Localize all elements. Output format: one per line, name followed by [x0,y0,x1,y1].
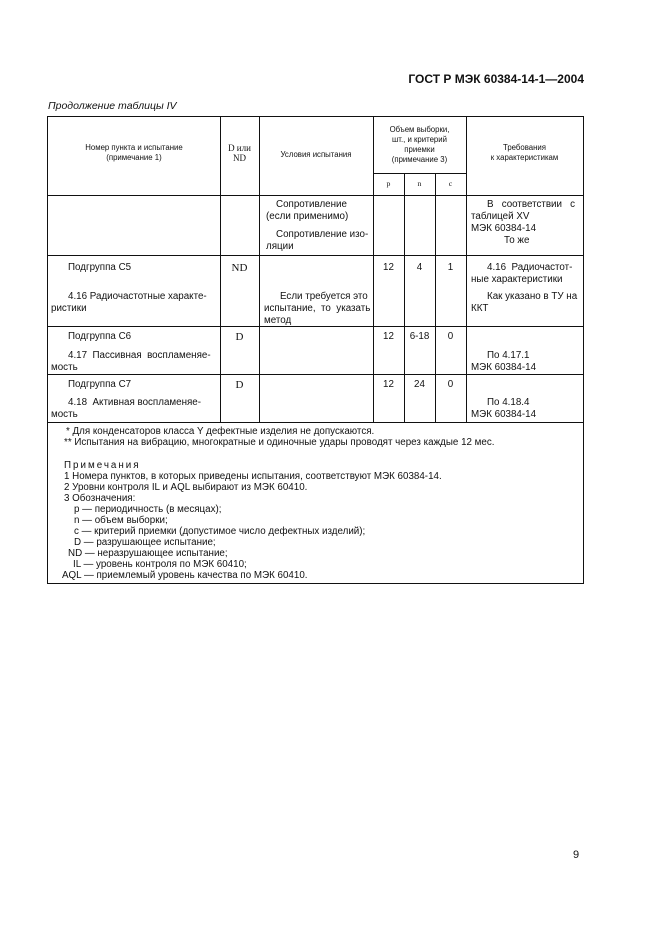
legend-p: p — периодичность (в месяцах); [74,504,222,515]
header-sample-line: шт., и критерий [392,135,447,144]
header-item-line: (примечание 1) [106,153,162,162]
cond-line: метод [264,315,292,326]
req-line: МЭК 60384-14 [471,362,537,373]
row1-c: 1 [447,262,454,273]
header-conditions-text: Условия испытания [280,150,352,159]
header-sample-line: Объем выборки, [389,125,450,134]
test-line: 4.17 Пассивная воспламеняе- [68,350,211,361]
header-sample-line: (примечание 3) [391,155,448,164]
legend-il: IL — уровень контроля по МЭК 60410; [73,559,247,570]
footnote-1: * Для конденсаторов класса Y дефектные изделия не допускаются. [66,426,375,437]
test-line: мость [51,409,78,420]
req-line: В соответствии с [487,199,576,210]
header-conditions [259,150,373,160]
footnote-divider [48,422,583,423]
legend-c: c — критерий приемки (допустимое число дефектных изделий); [74,526,366,537]
row1-p: 12 [383,262,394,273]
req-line: То же [504,235,530,246]
header-requirements [466,143,583,163]
legend-nd: ND — неразрушающее испытание; [68,548,228,559]
row1-conditions [264,291,370,327]
row2-requirements [471,350,536,374]
header-req-line: к характеристикам [490,153,559,162]
header-item [48,143,220,163]
header-d-line: ND [233,153,246,163]
cond-line: Сопротивление изо- [276,229,369,240]
note-3: 3 Обозначения: [64,493,136,504]
row-divider-1 [48,255,583,256]
row0-requirements [471,199,575,247]
header-c: c [448,179,453,188]
document-header: ГОСТ Р МЭК 60384-14-1—2004 [408,72,584,86]
cond-line: Если требуется это [280,291,368,302]
req-line: МЭК 60384-14 [471,223,537,234]
row2-n: 6-18 [409,331,430,342]
test-table [47,116,584,584]
req-line: По 4.18.4 [487,397,530,408]
cond-line: ляции [266,241,294,252]
header-sample-line: приемки [404,145,435,154]
header-req-line: Требования [503,143,546,152]
row3-group: Подгруппа C7 [68,379,132,390]
row1-d: ND [231,262,248,274]
row3-p: 12 [383,379,394,390]
header-subdivider [373,173,466,174]
req-line: По 4.17.1 [487,350,530,361]
row3-d: D [235,379,244,391]
test-line: мость [51,362,78,373]
header-d-nd [220,143,259,163]
cond-line: (если применимо) [266,211,349,222]
row2-group: Подгруппа C6 [68,331,132,342]
notes-title: Примечания [64,460,141,471]
req-line: ные характеристики [471,274,563,285]
row1-n: 4 [416,262,423,273]
req-line: таблицей XV [471,211,530,222]
row3-test [51,397,201,421]
page-number: 9 [573,849,580,861]
footnote-2: ** Испытания на вибрацию, многократные и одиночные удары проводят через каждые 12 мес. [64,437,495,448]
row2-p: 12 [383,331,394,342]
test-line: ристики [51,303,87,314]
req-line: МЭК 60384-14 [471,409,537,420]
row3-c: 0 [447,379,454,390]
legend-d: D — разрушающее испытание; [74,537,216,548]
cond-line: Сопротивление [276,199,347,210]
row-divider-3 [48,374,583,375]
req-line: 4.16 Радиочастот- [487,262,573,273]
header-bottom-line [48,195,583,196]
cond-line: испытание, то указать [264,303,371,314]
legend-aql: AQL — приемлемый уровень качества по МЭК 60410. [62,570,308,581]
test-line: 4.16 Радиочастотные характе- [68,291,207,302]
row1-test [51,291,207,315]
row1-requirements [471,262,577,315]
header-item-line: Номер пункта и испытание [85,143,183,152]
req-line: ККТ [471,303,489,314]
header-p: p [386,179,391,188]
row3-n: 24 [414,379,425,390]
row3-requirements [471,397,536,421]
note-1: 1 Номера пунктов, в которых приведены испытания, соответствуют МЭК 60384-14. [64,471,442,482]
header-n: n [417,179,422,188]
row1-group: Подгруппа C5 [68,262,132,273]
row2-d: D [235,331,244,343]
header-d-line: D или [228,143,251,153]
row2-c: 0 [447,331,454,342]
table-caption: Продолжение таблицы IV [48,100,177,112]
test-line: 4.18 Активная воспламеняе- [68,397,202,408]
col-divider-conditions [259,117,260,422]
note-2: 2 Уровни контроля IL и AQL выбирают из МЭК 60410. [64,482,308,493]
row2-test [51,350,211,374]
header-sample [373,125,466,165]
req-line: Как указано в ТУ на [487,291,578,302]
row0-conditions [266,199,368,253]
legend-n: n — объем выборки; [74,515,168,526]
